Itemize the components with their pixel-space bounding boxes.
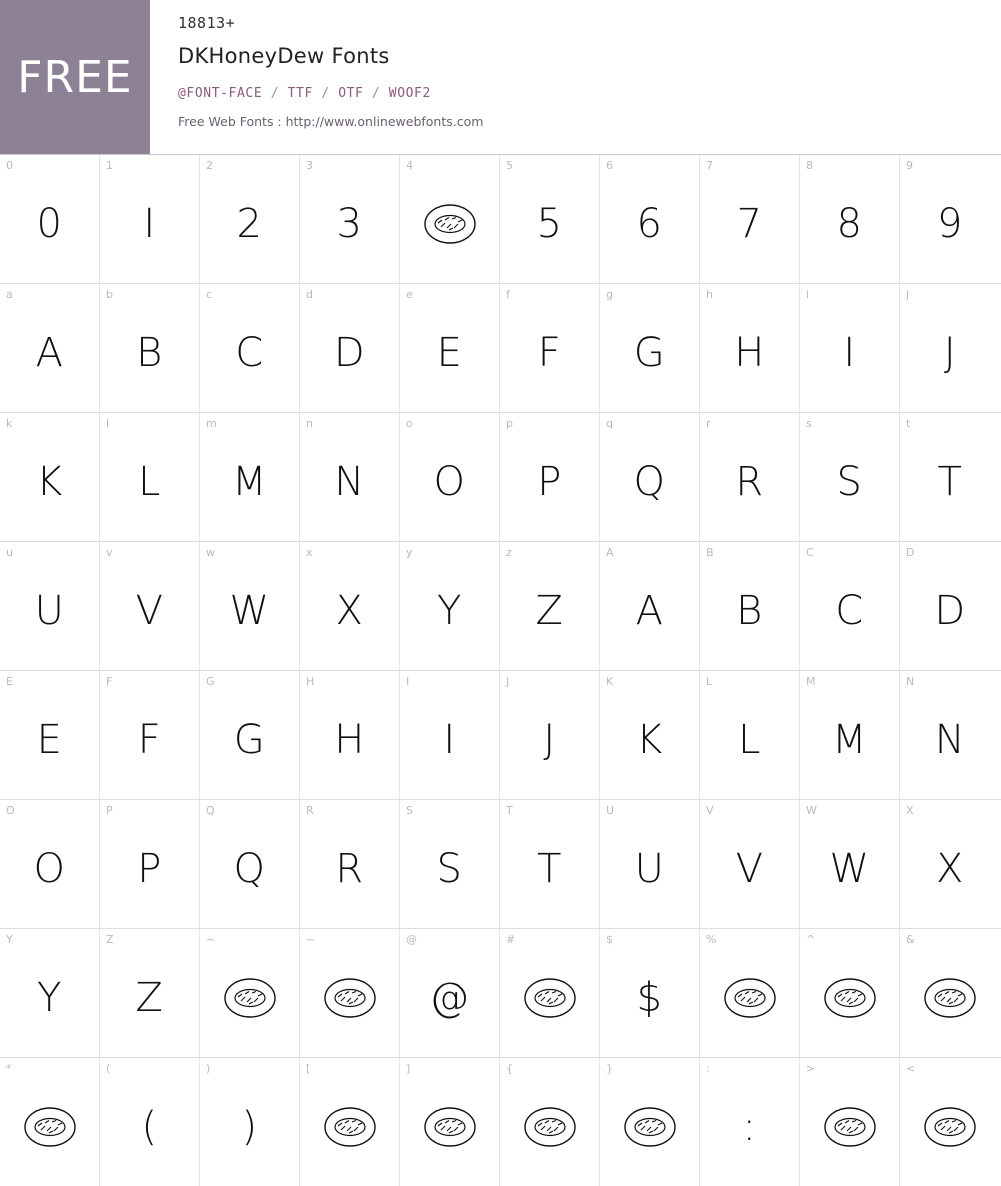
glyph-preview: 3 [336,201,363,247]
glyph-code-label: L [706,675,713,688]
glyph-preview: P [537,459,562,505]
glyph-code-label: 7 [706,159,713,172]
glyph-cell[interactable] [300,155,400,283]
glyph-code-label: W [806,804,817,817]
glyph-preview: 8 [836,201,863,247]
glyph-cell[interactable] [500,800,600,928]
glyph-code-label: t [906,417,911,430]
glyph-code-label: ^ [806,933,816,946]
glyph-cell[interactable] [600,929,700,1057]
glyph-cell[interactable] [200,155,300,283]
glyph-preview: C [235,330,264,376]
glyph-code-label: s [806,417,812,430]
glyph-code-label: e [406,288,413,301]
notdef-donut-icon [923,977,977,1019]
glyph-preview: F [537,330,562,376]
glyph-cell[interactable] [600,284,700,412]
glyph-cell[interactable] [900,413,1000,541]
glyph-cell[interactable] [200,284,300,412]
glyph-code-label: 3 [306,159,313,172]
glyph-code-label: X [906,804,914,817]
glyph-cell[interactable] [0,284,100,412]
glyph-notdef [500,929,599,1057]
glyph-preview: K [636,717,663,763]
glyph-preview: 0 [36,201,63,247]
glyph-cell[interactable] [900,800,1000,928]
glyph-cell[interactable] [800,800,900,928]
glyph-code-label: m [206,417,217,430]
glyph-grid [0,155,1001,1186]
glyph-cell[interactable] [500,671,600,799]
glyph-cell[interactable] [500,413,600,541]
glyph-cell[interactable] [100,671,200,799]
glyph-preview: N [934,717,966,763]
glyph-code-label: U [606,804,615,817]
glyph-code-label: g [606,288,613,301]
glyph-code-label: O [6,804,15,817]
glyph-preview: 9 [937,201,963,247]
format-otf[interactable]: OTF [338,86,364,101]
glyph-code-label: u [6,546,13,559]
glyph-preview: V [135,588,164,634]
glyph-cell[interactable] [600,413,700,541]
glyph-code-label: l [106,417,110,430]
glyph-cell[interactable] [0,413,100,541]
glyph-cell[interactable] [900,1058,1000,1186]
glyph-cell[interactable] [600,1058,700,1186]
glyph-code-label: r [706,417,711,430]
glyph-cell[interactable] [100,929,200,1057]
glyph-code-label: i [806,288,810,301]
glyph-code-label: P [106,804,113,817]
glyph-notdef [900,929,1000,1057]
glyph-code-label: Q [206,804,215,817]
notdef-donut-icon [623,1106,677,1148]
notdef-donut-icon [323,1106,377,1148]
glyph-notdef [400,155,499,283]
glyph-cell[interactable] [800,929,900,1057]
glyph-code-label: G [206,675,215,688]
glyph-preview: T [937,459,963,505]
free-badge: FREE [0,0,150,154]
glyph-code-label: N [906,675,915,688]
glyph-code-label: } [606,1062,613,1075]
glyph-code-label: Z [106,933,114,946]
glyph-preview: K [36,459,63,505]
glyph-preview: C [835,588,864,634]
glyph-cell[interactable] [800,542,900,670]
glyph-cell[interactable] [300,284,400,412]
glyph-preview: J [543,717,556,763]
glyph-code-label: { [506,1062,513,1075]
glyph-cell[interactable] [0,542,100,670]
glyph-code-label: * [6,1062,12,1075]
glyph-cell[interactable] [700,284,800,412]
glyph-preview: E [36,717,63,763]
glyph-code-label: w [206,546,215,559]
glyph-preview: I [443,717,456,763]
glyph-code-label: D [906,546,915,559]
glyph-code-label: I [406,675,410,688]
glyph-cell[interactable] [500,542,600,670]
glyph-preview: ) [241,1104,258,1150]
glyph-preview: E [436,330,463,376]
glyph-preview: J [943,330,957,376]
glyph-cell[interactable] [400,800,500,928]
glyph-code-label: x [306,546,313,559]
format-list [178,86,1001,101]
glyph-cell[interactable] [300,929,400,1057]
glyph-cell[interactable] [0,155,100,283]
glyph-row [0,929,1001,1058]
glyph-cell[interactable] [300,671,400,799]
glyph-cell[interactable] [500,155,600,283]
glyph-code-label: ) [206,1062,211,1075]
glyph-cell[interactable] [100,542,200,670]
glyph-row [0,284,1001,413]
glyph-code-label: q [606,417,613,430]
glyph-cell[interactable] [400,413,500,541]
glyph-preview: I [843,330,856,376]
format-separator-3: / [371,86,381,101]
glyph-cell[interactable] [900,155,1000,283]
glyph-preview: G [633,330,666,376]
glyph-cell[interactable] [800,284,900,412]
notdef-donut-icon [423,1106,477,1148]
glyph-code-label: n [306,417,313,430]
format-woff2[interactable]: WOOF2 [388,86,431,101]
glyph-code-label: B [706,546,714,559]
glyph-code-label: 5 [506,159,513,172]
glyph-cell[interactable] [400,155,500,283]
glyph-cell[interactable] [800,413,900,541]
glyph-cell[interactable] [400,1058,500,1186]
glyph-preview: B [736,588,763,634]
notdef-donut-icon [723,977,777,1019]
glyph-notdef [400,1058,499,1186]
glyph-preview: T [537,846,562,892]
glyph-cell[interactable] [200,413,300,541]
glyph-code-label: E [6,675,13,688]
glyph-code-label: H [306,675,315,688]
glyph-code-label: @ [406,933,417,946]
glyph-code-label: 8 [806,159,813,172]
glyph-cell[interactable] [600,542,700,670]
glyph-preview: : [742,1104,757,1150]
glyph-preview: H [734,330,765,376]
glyph-row [0,542,1001,671]
glyph-cell[interactable] [300,1058,400,1186]
glyph-cell[interactable] [700,1058,800,1186]
glyph-code-label: V [706,804,714,817]
glyph-cell[interactable] [200,542,300,670]
glyph-code-label: 2 [206,159,213,172]
glyph-cell[interactable] [400,542,500,670]
glyph-preview: ( [141,1104,158,1150]
glyph-code-label: 1 [106,159,113,172]
glyph-code-label: y [406,546,413,559]
glyph-preview: S [436,846,463,892]
glyph-preview: L [138,459,161,505]
glyph-notdef [200,929,299,1057]
glyph-row [0,413,1001,542]
font-name-suffix: Fonts [331,44,390,68]
glyph-code-label: k [6,417,13,430]
glyph-preview: H [334,717,365,763]
glyph-cell[interactable] [400,929,500,1057]
glyph-code-label: 9 [906,159,913,172]
glyph-cell[interactable] [700,542,800,670]
glyph-code-label: a [6,288,13,301]
notdef-donut-icon [923,1106,977,1148]
glyph-row [0,1058,1001,1186]
glyph-code-label: c [206,288,213,301]
glyph-cell[interactable] [200,1058,300,1186]
glyph-notdef [300,1058,399,1186]
glyph-code-label: S [406,804,413,817]
glyph-preview: Y [437,588,462,634]
glyph-code-label: 6 [606,159,613,172]
glyph-cell[interactable] [500,1058,600,1186]
glyph-notdef [300,929,399,1057]
glyph-preview: O [33,846,66,892]
glyph-preview: D [333,330,366,376]
glyph-code-label: < [906,1062,916,1075]
glyph-cell[interactable] [300,800,400,928]
glyph-code-label: C [806,546,814,559]
glyph-preview: X [936,846,964,892]
page-header [0,0,1001,155]
glyph-preview: F [137,717,162,763]
glyph-cell[interactable] [700,155,800,283]
notdef-donut-icon [523,977,577,1019]
glyph-preview: Q [633,459,666,505]
glyph-preview: G [233,717,266,763]
glyph-cell[interactable] [200,671,300,799]
glyph-preview: U [34,588,65,634]
glyph-preview: @ [429,975,470,1021]
glyph-cell[interactable] [0,1058,100,1186]
glyph-code-label: J [506,675,510,688]
glyph-preview: W [829,846,870,892]
glyph-code-label: # [506,933,516,946]
glyph-cell[interactable] [500,284,600,412]
glyph-cell[interactable] [0,671,100,799]
glyph-preview: P [137,846,162,892]
glyph-cell[interactable] [100,800,200,928]
glyph-preview: 2 [236,201,263,247]
glyph-cell[interactable] [600,155,700,283]
glyph-preview: A [35,330,64,376]
glyph-preview: L [738,717,761,763]
glyph-cell[interactable] [800,1058,900,1186]
glyph-cell[interactable] [100,1058,200,1186]
glyph-code-label: [ [306,1062,311,1075]
format-separator-2: / [321,86,330,101]
glyph-code-label: $ [606,933,613,946]
glyph-notdef [700,929,799,1057]
free-web-fonts-link[interactable]: Free Web Fonts : http://www.onlinewebfonts.com [178,114,484,129]
glyph-code-label: 4 [406,159,413,172]
glyph-cell[interactable] [700,929,800,1057]
glyph-preview: Y [37,975,62,1021]
glyph-code-label: ( [106,1062,111,1075]
glyph-cell[interactable] [400,671,500,799]
notdef-donut-icon [223,977,277,1019]
glyph-preview: 5 [536,201,563,247]
glyph-preview: V [735,846,764,892]
glyph-code-label: T [506,804,513,817]
notdef-donut-icon [823,1106,877,1148]
glyph-code-label: & [906,933,915,946]
notdef-donut-icon [823,977,877,1019]
glyph-cell[interactable] [700,413,800,541]
glyph-cell[interactable] [900,542,1000,670]
glyph-code-label: > [806,1062,816,1075]
glyph-preview: M [231,459,267,505]
glyph-cell[interactable] [500,929,600,1057]
glyph-code-label: A [606,546,614,559]
glyph-preview: Z [135,975,164,1021]
glyph-code-label: h [706,288,713,301]
glyph-notdef [0,1058,99,1186]
glyph-code-label: z [506,546,512,559]
glyph-notdef [500,1058,599,1186]
font-info [150,0,1001,154]
notdef-donut-icon [423,203,477,245]
glyph-cell[interactable] [700,800,800,928]
glyph-cell[interactable] [900,284,1000,412]
glyph-notdef [800,1058,899,1186]
glyph-cell[interactable] [200,929,300,1057]
glyph-preview: X [335,588,364,634]
glyph-cell[interactable] [200,800,300,928]
glyph-code-label: R [306,804,314,817]
glyph-cell[interactable] [800,671,900,799]
glyph-preview: W [229,588,270,634]
glyph-cell[interactable] [0,929,100,1057]
glyph-notdef [800,929,899,1057]
glyph-code-label: ~ [206,933,216,946]
glyph-code-label: M [806,675,816,688]
glyph-code-label: ~ [306,933,316,946]
glyph-cell[interactable] [300,542,400,670]
glyph-code-label: j [906,288,910,301]
format-separator-1: / [270,86,280,101]
glyph-preview: U [634,846,665,892]
glyph-preview: I [143,201,156,247]
glyph-code-label: d [306,288,313,301]
notdef-donut-icon [523,1106,577,1148]
glyph-count: 18813+ [178,14,236,32]
glyph-cell[interactable] [900,929,1000,1057]
glyph-preview: D [934,588,966,634]
glyph-preview: R [335,846,364,892]
glyph-cell[interactable] [300,413,400,541]
glyph-code-label: o [406,417,413,430]
glyph-preview: 6 [636,201,663,247]
glyph-preview: $ [636,975,663,1021]
glyph-preview: O [433,459,466,505]
glyph-code-label: % [706,933,717,946]
glyph-code-label: v [106,546,113,559]
glyph-code-label: 0 [6,159,13,172]
font-name: DKHoneyDew [178,44,325,68]
glyph-code-label: ] [406,1062,411,1075]
format-ttf[interactable]: TTF [287,86,313,101]
page-title [178,44,1001,68]
glyph-preview: M [831,717,867,763]
glyph-preview: B [136,330,163,376]
glyph-notdef [900,1058,1000,1186]
glyph-row [0,671,1001,800]
glyph-cell[interactable] [700,671,800,799]
glyph-cell[interactable] [600,671,700,799]
glyph-cell[interactable] [100,155,200,283]
glyph-cell[interactable] [800,155,900,283]
glyph-preview: 7 [736,201,763,247]
glyph-code-label: : [706,1062,710,1075]
glyph-code-label: K [606,675,614,688]
glyph-row [0,155,1001,284]
format-fontface[interactable]: @FONT-FACE [178,86,263,101]
glyph-code-label: p [506,417,513,430]
glyph-notdef [600,1058,699,1186]
glyph-code-label: F [106,675,113,688]
glyph-code-label: f [506,288,510,301]
glyph-cell[interactable] [900,671,1000,799]
glyph-cell[interactable] [400,284,500,412]
glyph-cell[interactable] [100,413,200,541]
glyph-code-label: b [106,288,113,301]
glyph-preview: S [836,459,863,505]
notdef-donut-icon [323,977,377,1019]
glyph-preview: Q [233,846,266,892]
glyph-code-label: Y [6,933,13,946]
glyph-preview: N [334,459,365,505]
glyph-cell[interactable] [600,800,700,928]
glyph-preview: A [635,588,664,634]
glyph-preview: Z [535,588,564,634]
notdef-donut-icon [23,1106,77,1148]
glyph-row [0,800,1001,929]
glyph-cell[interactable] [100,284,200,412]
glyph-cell[interactable] [0,800,100,928]
glyph-preview: R [735,459,764,505]
